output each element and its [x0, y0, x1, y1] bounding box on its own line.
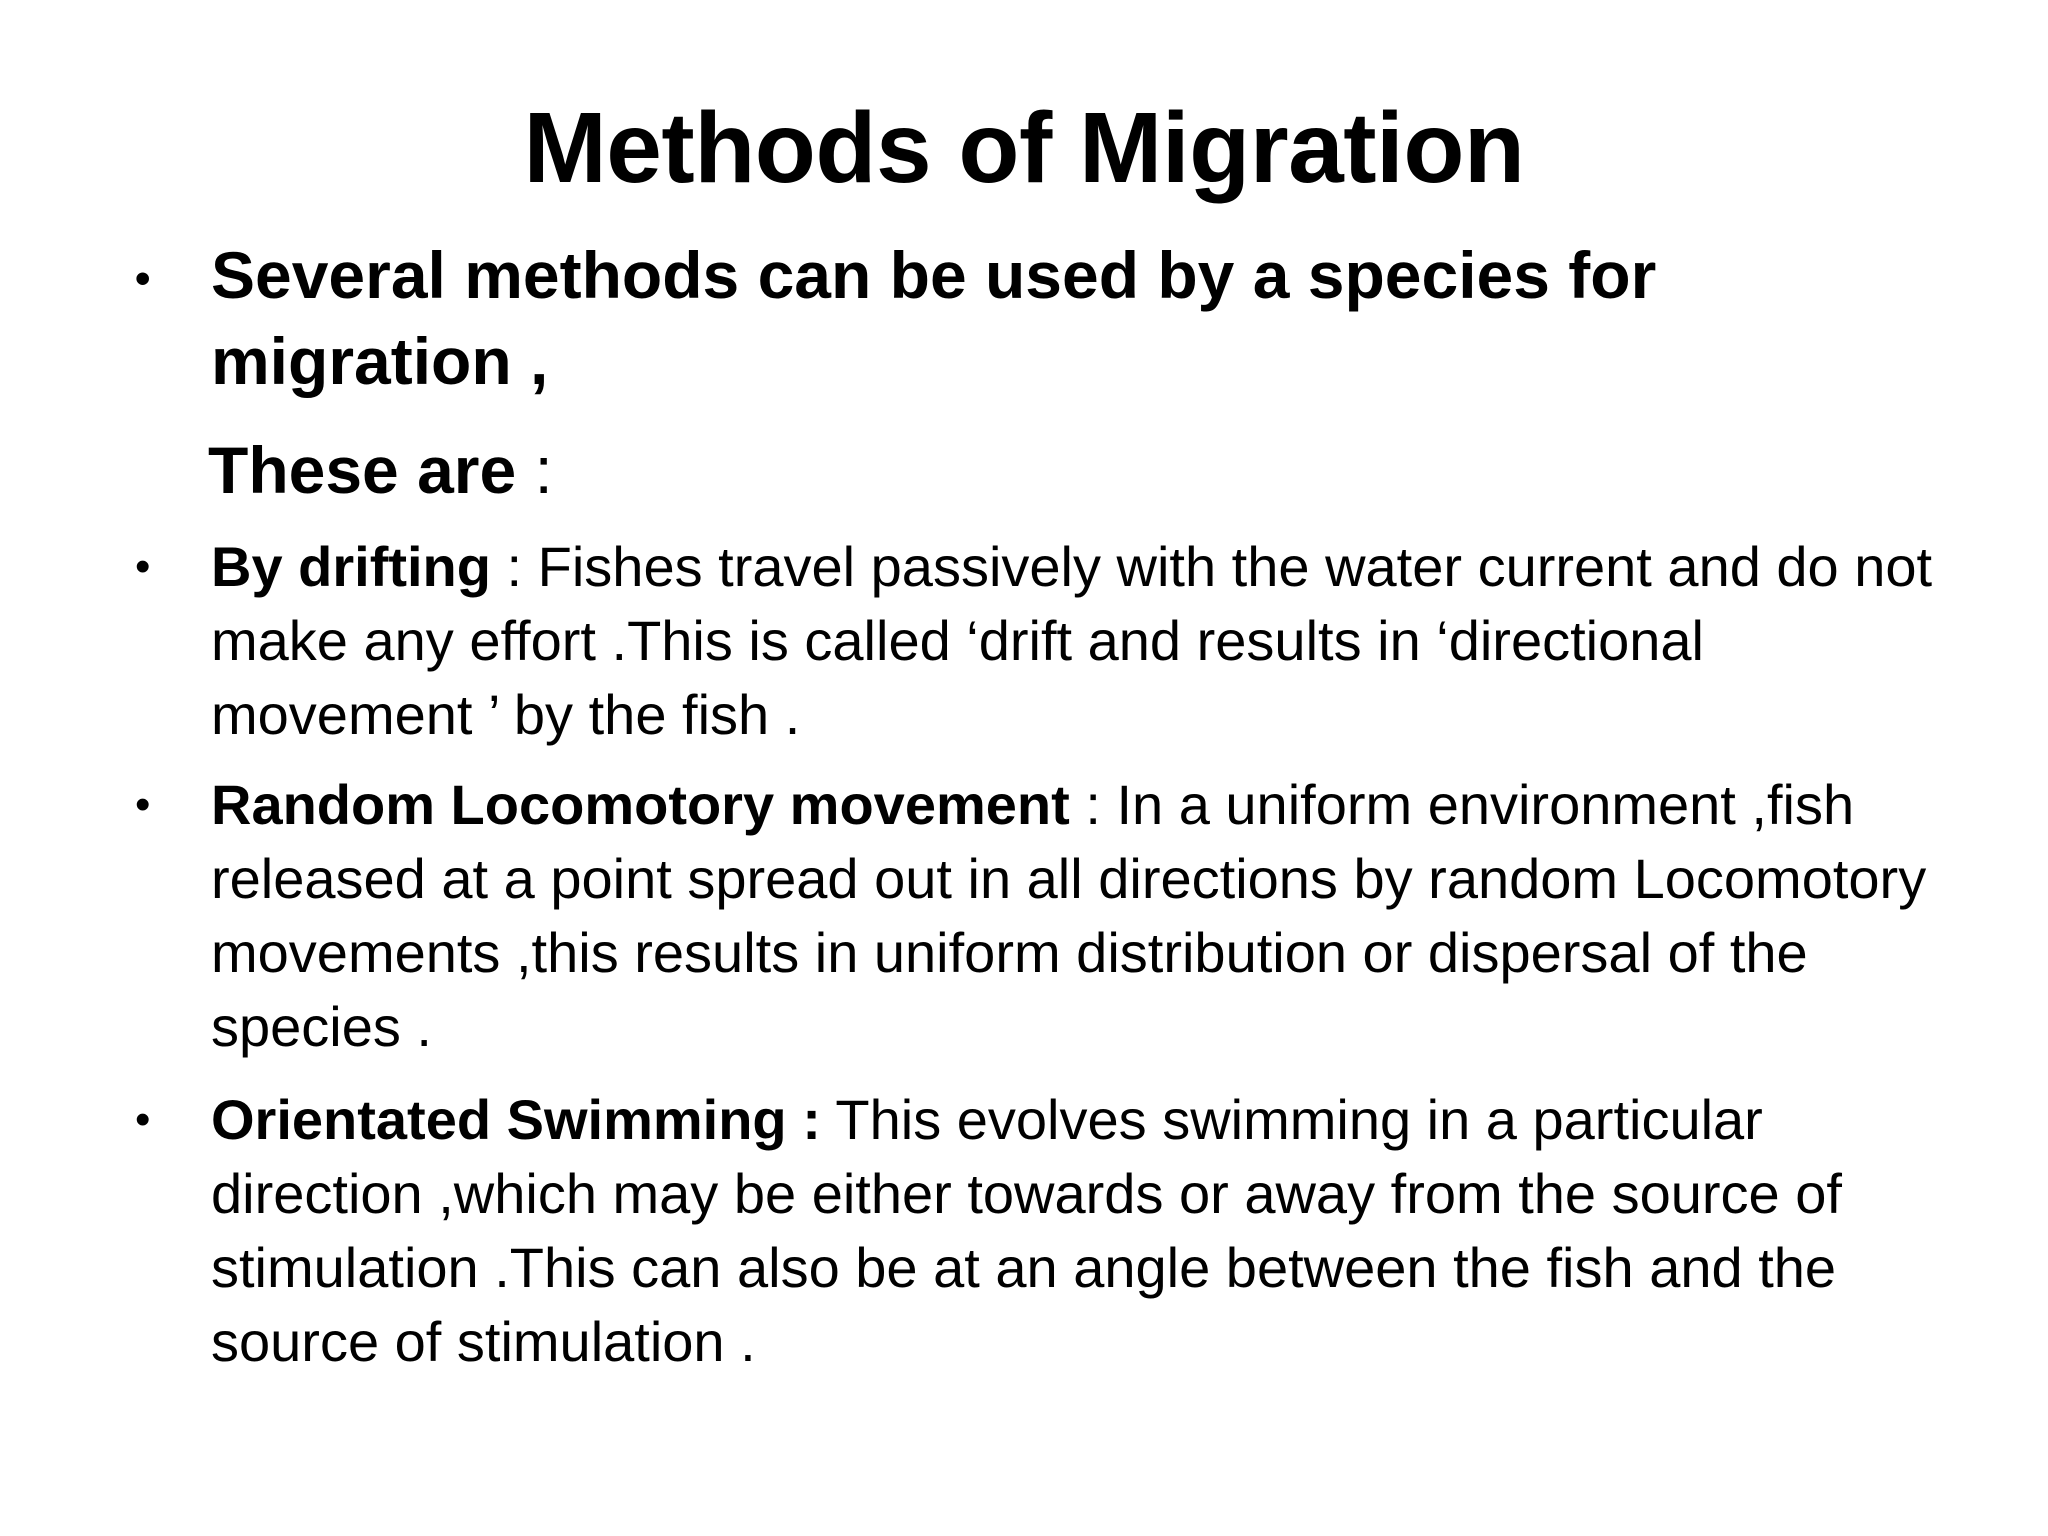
- sub-heading: [208, 427, 553, 513]
- intro-text: Several methods can be used by a species for migration ,: [211, 238, 1657, 398]
- intro-bullet: [135, 232, 1951, 404]
- list-item: [135, 768, 1951, 1064]
- bullet-icon: •: [135, 780, 151, 829]
- bullet-icon: •: [135, 1095, 151, 1144]
- item-term: Orientated Swimming :: [211, 1088, 821, 1151]
- item-term: Random Locomotory movement: [211, 773, 1070, 836]
- sub-heading-rest: :: [516, 433, 553, 507]
- item-text: : Fishes travel passively with the water current and do not make any effort .This is called ‘drift and results in ‘directional movement ’ by the fish .: [211, 535, 1933, 746]
- slide-title: Methods of Migration: [523, 92, 1525, 204]
- bullet-icon: •: [135, 254, 151, 303]
- sub-heading-bold: These are: [208, 433, 517, 507]
- list-item: [135, 1083, 1951, 1379]
- item-text: This evolves swimming in a particular direction ,which may be either towards or away from the source of stimulation .This can also be at an angle between the fish and the source of stimulation .: [211, 1088, 1842, 1373]
- bullet-icon: •: [135, 542, 151, 591]
- item-term: By drifting: [211, 535, 491, 598]
- item-text: : In a uniform environment ,fish released at a point spread out in all directions by random Locomotory movements ,this results in uniform distribution or dispersal of the species .: [211, 773, 1927, 1058]
- list-item: [135, 530, 1951, 752]
